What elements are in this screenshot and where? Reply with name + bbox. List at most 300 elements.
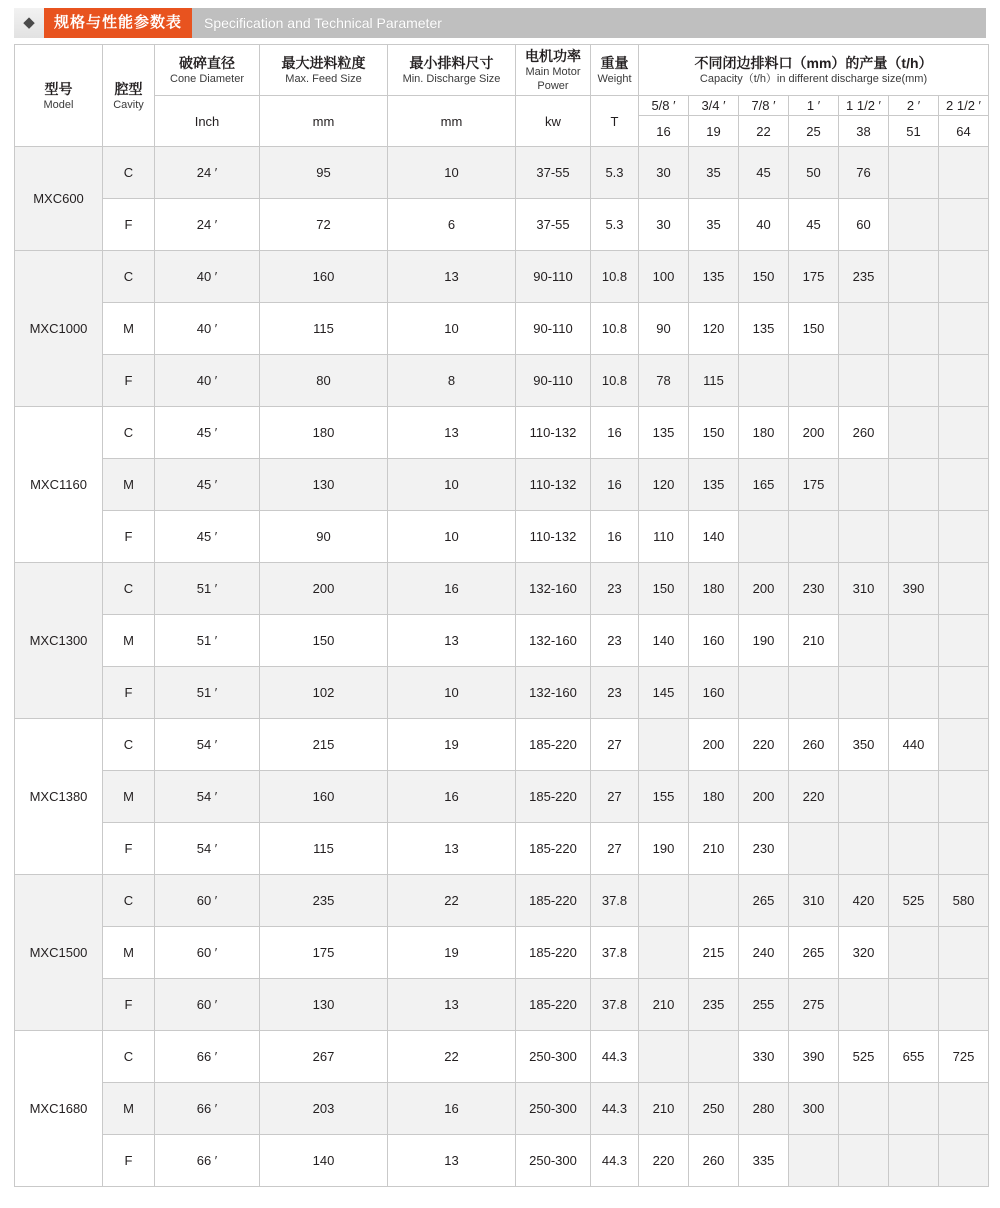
- cell-weight: 27: [591, 719, 639, 771]
- cell-capacity-51: 655: [889, 1031, 939, 1083]
- cell-capacity-19: [689, 875, 739, 927]
- cell-capacity-25: 275: [789, 979, 839, 1031]
- cell-capacity-22: 200: [739, 771, 789, 823]
- cell-capacity-38: [839, 355, 889, 407]
- cell-motor-power: 90-110: [516, 355, 591, 407]
- cell-cone-diameter: 60 ′: [155, 875, 260, 927]
- cell-capacity-16: 30: [639, 147, 689, 199]
- cell-capacity-16: 190: [639, 823, 689, 875]
- cell-motor-power: 185-220: [516, 979, 591, 1031]
- cell-cone-diameter: 40 ′: [155, 303, 260, 355]
- cell-weight: 16: [591, 459, 639, 511]
- table-row: [15, 147, 989, 199]
- cell-motor-power: 110-132: [516, 511, 591, 563]
- cell-capacity-16: 100: [639, 251, 689, 303]
- cell-capacity-51: [889, 979, 939, 1031]
- cell-capacity-19: 160: [689, 615, 739, 667]
- cell-capacity-25: [789, 355, 839, 407]
- cell-capacity-64: [939, 199, 989, 251]
- cell-capacity-25: 175: [789, 251, 839, 303]
- discharge-inch-6: 2 1/2 ′: [939, 96, 989, 116]
- cell-capacity-25: [789, 823, 839, 875]
- cell-max-feed-size: 175: [260, 927, 388, 979]
- cell-max-feed-size: 200: [260, 563, 388, 615]
- cell-cavity: F: [103, 1135, 155, 1187]
- cell-capacity-38: 350: [839, 719, 889, 771]
- cell-capacity-64: [939, 927, 989, 979]
- cell-min-discharge-size: 16: [388, 771, 516, 823]
- cell-capacity-51: [889, 407, 939, 459]
- cell-cone-diameter: 45 ′: [155, 407, 260, 459]
- cell-max-feed-size: 115: [260, 823, 388, 875]
- cell-motor-power: 110-132: [516, 407, 591, 459]
- cell-max-feed-size: 102: [260, 667, 388, 719]
- cell-capacity-25: 175: [789, 459, 839, 511]
- cell-capacity-51: [889, 511, 939, 563]
- cell-motor-power: 37-55: [516, 147, 591, 199]
- cell-max-feed-size: 80: [260, 355, 388, 407]
- cell-cone-diameter: 66 ′: [155, 1031, 260, 1083]
- cell-capacity-19: 260: [689, 1135, 739, 1187]
- cell-min-discharge-size: 10: [388, 147, 516, 199]
- cell-capacity-25: 230: [789, 563, 839, 615]
- cell-capacity-22: [739, 511, 789, 563]
- cell-capacity-38: 310: [839, 563, 889, 615]
- cell-capacity-16: 210: [639, 979, 689, 1031]
- cell-weight: 10.8: [591, 355, 639, 407]
- discharge-inch-4: 1 1/2 ′: [839, 96, 889, 116]
- unit-main-motor-power: kw: [516, 96, 591, 147]
- cell-capacity-64: [939, 251, 989, 303]
- cell-capacity-19: 135: [689, 251, 739, 303]
- cell-capacity-19: 120: [689, 303, 739, 355]
- cell-motor-power: 185-220: [516, 875, 591, 927]
- cell-weight: 27: [591, 823, 639, 875]
- cell-max-feed-size: 130: [260, 979, 388, 1031]
- discharge-mm-0: 16: [639, 116, 689, 147]
- cell-capacity-64: [939, 823, 989, 875]
- cell-capacity-16: 110: [639, 511, 689, 563]
- cell-motor-power: 250-300: [516, 1031, 591, 1083]
- cell-capacity-51: [889, 303, 939, 355]
- header-row-1: [15, 45, 989, 96]
- cell-capacity-19: 35: [689, 199, 739, 251]
- cell-weight: 16: [591, 511, 639, 563]
- cell-capacity-64: [939, 667, 989, 719]
- cell-capacity-16: 135: [639, 407, 689, 459]
- cell-cavity: C: [103, 875, 155, 927]
- cell-capacity-22: 230: [739, 823, 789, 875]
- cell-capacity-19: 180: [689, 771, 739, 823]
- unit-max-feed-size: mm: [260, 96, 388, 147]
- cell-capacity-25: 265: [789, 927, 839, 979]
- table-row: [15, 667, 989, 719]
- cell-capacity-64: [939, 563, 989, 615]
- cell-capacity-38: 76: [839, 147, 889, 199]
- cell-capacity-25: 300: [789, 1083, 839, 1135]
- cell-cone-diameter: 51 ′: [155, 615, 260, 667]
- discharge-inch-3: 1 ′: [789, 96, 839, 116]
- cell-cavity: F: [103, 823, 155, 875]
- cell-weight: 10.8: [591, 251, 639, 303]
- cell-capacity-38: [839, 1083, 889, 1135]
- cell-weight: 44.3: [591, 1031, 639, 1083]
- cell-capacity-22: 180: [739, 407, 789, 459]
- cell-capacity-51: [889, 199, 939, 251]
- cell-capacity-64: [939, 1083, 989, 1135]
- spec-table: [14, 44, 989, 1187]
- table-row: [15, 199, 989, 251]
- cell-cavity: M: [103, 1083, 155, 1135]
- cell-capacity-22: 165: [739, 459, 789, 511]
- cell-capacity-51: 390: [889, 563, 939, 615]
- cell-capacity-51: [889, 1135, 939, 1187]
- cell-max-feed-size: 235: [260, 875, 388, 927]
- discharge-mm-4: 38: [839, 116, 889, 147]
- cell-motor-power: 90-110: [516, 303, 591, 355]
- cell-max-feed-size: 160: [260, 251, 388, 303]
- cell-capacity-25: 220: [789, 771, 839, 823]
- cell-max-feed-size: 215: [260, 719, 388, 771]
- cell-capacity-16: 145: [639, 667, 689, 719]
- cell-motor-power: 185-220: [516, 823, 591, 875]
- cell-capacity-64: 725: [939, 1031, 989, 1083]
- cell-cavity: F: [103, 511, 155, 563]
- cell-cone-diameter: 54 ′: [155, 823, 260, 875]
- cell-model: MXC1000: [15, 251, 103, 407]
- cell-cavity: C: [103, 147, 155, 199]
- table-row: [15, 303, 989, 355]
- cell-capacity-25: [789, 667, 839, 719]
- cell-capacity-22: 330: [739, 1031, 789, 1083]
- cell-capacity-64: [939, 771, 989, 823]
- cell-min-discharge-size: 13: [388, 1135, 516, 1187]
- cell-capacity-51: [889, 615, 939, 667]
- discharge-mm-2: 22: [739, 116, 789, 147]
- cell-capacity-38: [839, 771, 889, 823]
- cell-weight: 37.8: [591, 875, 639, 927]
- cell-cone-diameter: 60 ′: [155, 927, 260, 979]
- cell-capacity-25: 50: [789, 147, 839, 199]
- unit-min-discharge-size: mm: [388, 96, 516, 147]
- cell-cavity: C: [103, 719, 155, 771]
- cell-capacity-64: [939, 459, 989, 511]
- cell-capacity-25: [789, 1135, 839, 1187]
- cell-weight: 10.8: [591, 303, 639, 355]
- cell-min-discharge-size: 19: [388, 719, 516, 771]
- cell-motor-power: 90-110: [516, 251, 591, 303]
- cell-motor-power: 110-132: [516, 459, 591, 511]
- table-row: [15, 511, 989, 563]
- cell-capacity-16: [639, 927, 689, 979]
- discharge-inch-2: 7/8 ′: [739, 96, 789, 116]
- cell-capacity-22: 40: [739, 199, 789, 251]
- cell-cone-diameter: 40 ′: [155, 355, 260, 407]
- cell-min-discharge-size: 8: [388, 355, 516, 407]
- cell-model: MXC1300: [15, 563, 103, 719]
- cell-motor-power: 250-300: [516, 1083, 591, 1135]
- cell-model: MXC1380: [15, 719, 103, 875]
- cell-capacity-38: [839, 667, 889, 719]
- header-title-en: Specification and Technical Parameter: [204, 15, 442, 31]
- cell-motor-power: 132-160: [516, 563, 591, 615]
- section-header: [14, 8, 986, 38]
- cell-capacity-22: 200: [739, 563, 789, 615]
- cell-capacity-19: 235: [689, 979, 739, 1031]
- cell-capacity-64: [939, 1135, 989, 1187]
- cell-min-discharge-size: 22: [388, 875, 516, 927]
- cell-capacity-38: 60: [839, 199, 889, 251]
- cell-min-discharge-size: 10: [388, 303, 516, 355]
- cell-cone-diameter: 24 ′: [155, 147, 260, 199]
- cell-capacity-64: [939, 147, 989, 199]
- table-row: [15, 1083, 989, 1135]
- cell-cavity: F: [103, 667, 155, 719]
- cell-weight: 23: [591, 667, 639, 719]
- col-weight: 重量 Weight: [591, 45, 639, 96]
- discharge-mm-3: 25: [789, 116, 839, 147]
- cell-cavity: C: [103, 251, 155, 303]
- table-row: [15, 875, 989, 927]
- cell-capacity-22: [739, 667, 789, 719]
- cell-min-discharge-size: 16: [388, 1083, 516, 1135]
- discharge-inch-0: 5/8 ′: [639, 96, 689, 116]
- cell-model: MXC1500: [15, 875, 103, 1031]
- table-row: [15, 1135, 989, 1187]
- cell-capacity-22: 255: [739, 979, 789, 1031]
- cell-cone-diameter: 45 ′: [155, 459, 260, 511]
- cell-capacity-22: 240: [739, 927, 789, 979]
- cell-capacity-25: 390: [789, 1031, 839, 1083]
- cell-cavity: F: [103, 199, 155, 251]
- cell-capacity-25: 200: [789, 407, 839, 459]
- cell-weight: 37.8: [591, 927, 639, 979]
- cell-capacity-51: [889, 459, 939, 511]
- cell-min-discharge-size: 6: [388, 199, 516, 251]
- cell-max-feed-size: 203: [260, 1083, 388, 1135]
- cell-capacity-16: 220: [639, 1135, 689, 1187]
- cell-cavity: M: [103, 459, 155, 511]
- cell-cone-diameter: 54 ′: [155, 771, 260, 823]
- cell-capacity-64: [939, 615, 989, 667]
- cell-weight: 44.3: [591, 1083, 639, 1135]
- cell-min-discharge-size: 13: [388, 251, 516, 303]
- cell-capacity-51: [889, 1083, 939, 1135]
- cell-capacity-51: [889, 667, 939, 719]
- cell-cone-diameter: 54 ′: [155, 719, 260, 771]
- header-title-en-bar: [192, 8, 986, 38]
- cell-model: MXC1160: [15, 407, 103, 563]
- col-capacity-group: 不同闭边排料口（mm）的产量（t/h） Capacity（t/h）in different discharge size(mm): [639, 45, 989, 96]
- cell-cone-diameter: 24 ′: [155, 199, 260, 251]
- cell-capacity-19: 210: [689, 823, 739, 875]
- table-row: [15, 823, 989, 875]
- cell-capacity-25: 45: [789, 199, 839, 251]
- cell-capacity-22: 265: [739, 875, 789, 927]
- cell-capacity-64: [939, 719, 989, 771]
- cell-capacity-19: 150: [689, 407, 739, 459]
- unit-cone-diameter: Inch: [155, 96, 260, 147]
- cell-motor-power: 185-220: [516, 719, 591, 771]
- cell-capacity-38: [839, 979, 889, 1031]
- discharge-mm-1: 19: [689, 116, 739, 147]
- cell-capacity-16: 90: [639, 303, 689, 355]
- cell-cavity: C: [103, 563, 155, 615]
- cell-capacity-19: [689, 1031, 739, 1083]
- cell-capacity-38: [839, 1135, 889, 1187]
- cell-max-feed-size: 72: [260, 199, 388, 251]
- discharge-inch-5: 2 ′: [889, 96, 939, 116]
- cell-max-feed-size: 267: [260, 1031, 388, 1083]
- cell-capacity-16: 155: [639, 771, 689, 823]
- cell-capacity-22: 280: [739, 1083, 789, 1135]
- cell-capacity-22: 150: [739, 251, 789, 303]
- cell-cavity: C: [103, 407, 155, 459]
- col-min-discharge-size: 最小排料尺寸 Min. Discharge Size: [388, 45, 516, 96]
- cell-capacity-16: [639, 875, 689, 927]
- cell-cone-diameter: 51 ′: [155, 563, 260, 615]
- cell-capacity-38: [839, 459, 889, 511]
- cell-weight: 23: [591, 563, 639, 615]
- cell-min-discharge-size: 13: [388, 823, 516, 875]
- cell-model: MXC1680: [15, 1031, 103, 1187]
- cell-capacity-16: 210: [639, 1083, 689, 1135]
- col-cone-diameter: 破碎直径 Cone Diameter: [155, 45, 260, 96]
- cell-capacity-38: 420: [839, 875, 889, 927]
- cell-cavity: M: [103, 615, 155, 667]
- cell-capacity-51: 525: [889, 875, 939, 927]
- discharge-mm-5: 51: [889, 116, 939, 147]
- cell-capacity-19: 140: [689, 511, 739, 563]
- cell-capacity-38: [839, 303, 889, 355]
- cell-weight: 16: [591, 407, 639, 459]
- table-row: [15, 459, 989, 511]
- discharge-mm-6: 64: [939, 116, 989, 147]
- cell-capacity-25: 210: [789, 615, 839, 667]
- table-row: [15, 563, 989, 615]
- cell-motor-power: 37-55: [516, 199, 591, 251]
- cell-capacity-19: 35: [689, 147, 739, 199]
- cell-motor-power: 185-220: [516, 771, 591, 823]
- table-row: [15, 719, 989, 771]
- cell-capacity-64: [939, 511, 989, 563]
- cell-max-feed-size: 140: [260, 1135, 388, 1187]
- cell-capacity-22: 190: [739, 615, 789, 667]
- cell-capacity-25: [789, 511, 839, 563]
- cell-capacity-64: [939, 303, 989, 355]
- cell-capacity-51: 440: [889, 719, 939, 771]
- discharge-inch-1: 3/4 ′: [689, 96, 739, 116]
- cell-min-discharge-size: 13: [388, 979, 516, 1031]
- cell-cone-diameter: 40 ′: [155, 251, 260, 303]
- cell-capacity-19: 215: [689, 927, 739, 979]
- cell-capacity-16: [639, 1031, 689, 1083]
- table-row: [15, 927, 989, 979]
- cell-capacity-64: [939, 355, 989, 407]
- cell-capacity-51: [889, 355, 939, 407]
- cell-cavity: C: [103, 1031, 155, 1083]
- cell-min-discharge-size: 10: [388, 667, 516, 719]
- cell-capacity-38: 235: [839, 251, 889, 303]
- unit-weight: T: [591, 96, 639, 147]
- cell-max-feed-size: 180: [260, 407, 388, 459]
- cell-motor-power: 185-220: [516, 927, 591, 979]
- cell-cone-diameter: 60 ′: [155, 979, 260, 1031]
- cell-max-feed-size: 160: [260, 771, 388, 823]
- cell-capacity-38: 525: [839, 1031, 889, 1083]
- cell-capacity-19: 135: [689, 459, 739, 511]
- cell-min-discharge-size: 10: [388, 511, 516, 563]
- cell-motor-power: 132-160: [516, 615, 591, 667]
- cell-capacity-22: 45: [739, 147, 789, 199]
- cell-capacity-64: [939, 979, 989, 1031]
- table-row: [15, 771, 989, 823]
- cell-motor-power: 250-300: [516, 1135, 591, 1187]
- cell-weight: 5.3: [591, 199, 639, 251]
- cell-capacity-22: 220: [739, 719, 789, 771]
- cell-max-feed-size: 130: [260, 459, 388, 511]
- cell-min-discharge-size: 19: [388, 927, 516, 979]
- cell-capacity-25: 310: [789, 875, 839, 927]
- cell-capacity-22: 335: [739, 1135, 789, 1187]
- cell-capacity-16: 140: [639, 615, 689, 667]
- header-title-cn: 规格与性能参数表: [44, 8, 192, 38]
- cell-max-feed-size: 90: [260, 511, 388, 563]
- cell-capacity-38: [839, 615, 889, 667]
- cell-cone-diameter: 45 ′: [155, 511, 260, 563]
- cell-min-discharge-size: 10: [388, 459, 516, 511]
- table-row: [15, 355, 989, 407]
- cell-capacity-25: 150: [789, 303, 839, 355]
- col-cavity: 腔型 Cavity: [103, 45, 155, 147]
- cell-weight: 37.8: [591, 979, 639, 1031]
- cell-capacity-64: [939, 407, 989, 459]
- table-head: [15, 45, 989, 147]
- cell-capacity-16: 150: [639, 563, 689, 615]
- cell-min-discharge-size: 16: [388, 563, 516, 615]
- cell-capacity-25: 260: [789, 719, 839, 771]
- cell-cavity: M: [103, 771, 155, 823]
- cell-motor-power: 132-160: [516, 667, 591, 719]
- cell-capacity-22: 135: [739, 303, 789, 355]
- cell-capacity-19: 180: [689, 563, 739, 615]
- cell-capacity-16: 78: [639, 355, 689, 407]
- cell-capacity-51: [889, 251, 939, 303]
- cell-cavity: M: [103, 303, 155, 355]
- cell-weight: 23: [591, 615, 639, 667]
- cell-capacity-51: [889, 927, 939, 979]
- cell-capacity-19: 160: [689, 667, 739, 719]
- cell-cone-diameter: 66 ′: [155, 1135, 260, 1187]
- table-body: [15, 147, 989, 1187]
- cell-capacity-19: 250: [689, 1083, 739, 1135]
- cell-min-discharge-size: 13: [388, 615, 516, 667]
- table-row: [15, 1031, 989, 1083]
- col-model: 型号 Model: [15, 45, 103, 147]
- cell-max-feed-size: 115: [260, 303, 388, 355]
- cell-capacity-51: [889, 147, 939, 199]
- cell-weight: 44.3: [591, 1135, 639, 1187]
- cell-capacity-51: [889, 771, 939, 823]
- cell-max-feed-size: 150: [260, 615, 388, 667]
- table-row: [15, 407, 989, 459]
- cell-weight: 27: [591, 771, 639, 823]
- cell-weight: 5.3: [591, 147, 639, 199]
- cell-capacity-16: 30: [639, 199, 689, 251]
- header-row-2-inch: [15, 96, 989, 116]
- cell-cavity: F: [103, 355, 155, 407]
- cell-capacity-16: 120: [639, 459, 689, 511]
